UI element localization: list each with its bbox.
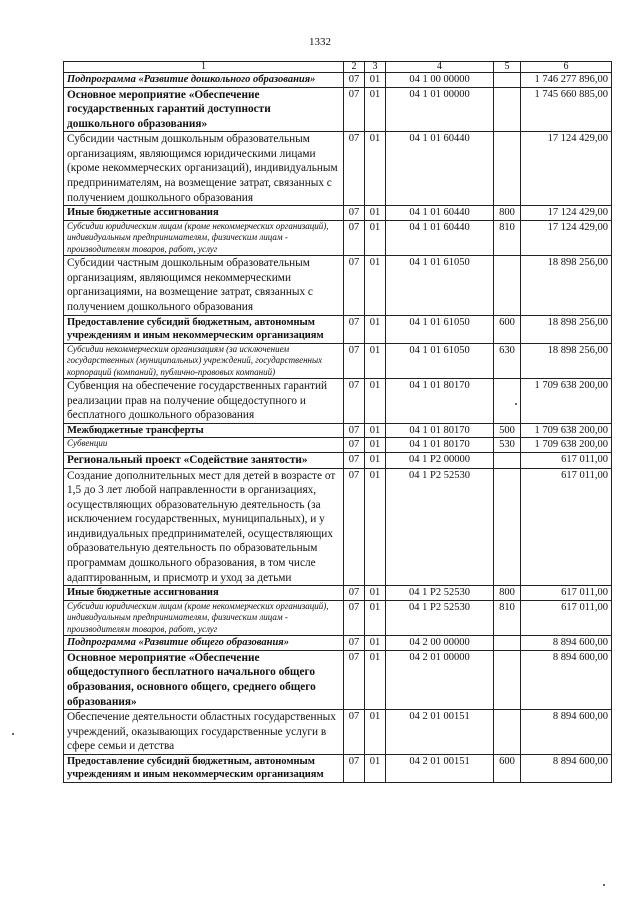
subsection-code: 01 [365, 452, 386, 468]
table-row [64, 600, 612, 636]
row-name: Субвенция на обеспечение государственных гарантий реализации прав на получение общедоступного и бесплатного дошкольного образования [64, 379, 344, 424]
expense-type-code: 600 [494, 754, 521, 782]
amount: 8 894 600,00 [521, 650, 612, 709]
subsection-code: 01 [365, 710, 386, 755]
amount: 17 124 429,00 [521, 220, 612, 256]
expense-type-code [494, 452, 521, 468]
target-article-code: 04 1 01 60440 [386, 132, 494, 206]
expense-type-code [494, 132, 521, 206]
table-header-row [64, 62, 612, 73]
row-name: Субсидии юридическим лицам (кроме некоммерческих организаций), индивидуальным предпринимателям, физическим лицам - производителям товаров, работ, услуг [64, 220, 344, 256]
target-article-code: 04 1 P2 52530 [386, 468, 494, 586]
expense-type-code: 810 [494, 600, 521, 636]
amount: 1 709 638 200,00 [521, 438, 612, 453]
row-name: Субсидии юридическим лицам (кроме некоммерческих организаций), индивидуальным предпринимателям, физическим лицам - производителям товаров, работ, услуг [64, 600, 344, 636]
target-article-code: 04 1 01 60440 [386, 206, 494, 221]
column-header: 6 [521, 62, 612, 73]
row-name: Межбюджетные трансферты [64, 423, 344, 438]
section-code: 07 [344, 220, 365, 256]
subsection-code: 01 [365, 379, 386, 424]
amount: 8 894 600,00 [521, 710, 612, 755]
row-name: Иные бюджетные ассигнования [64, 586, 344, 601]
row-name: Основное мероприятие «Обеспечение общедоступного бесплатного начального общего образования, основного общего, среднего общего образования» [64, 650, 344, 709]
scan-speck [12, 733, 14, 735]
table-row [64, 710, 612, 755]
row-name: Субсидии частным дошкольным образовательным организациям, являющимся некоммерческими организациями, на возмещение затрат, связанных с получением дошкольного образования [64, 256, 344, 315]
table-row [64, 315, 612, 343]
expense-type-code: 800 [494, 586, 521, 601]
target-article-code: 04 1 01 80170 [386, 423, 494, 438]
amount: 8 894 600,00 [521, 636, 612, 651]
amount: 617 011,00 [521, 468, 612, 586]
amount: 1 746 277 896,00 [521, 73, 612, 88]
target-article-code: 04 1 01 61050 [386, 343, 494, 379]
section-code: 07 [344, 468, 365, 586]
scan-speck [603, 884, 605, 886]
expense-type-code [494, 650, 521, 709]
subsection-code: 01 [365, 754, 386, 782]
amount: 17 124 429,00 [521, 132, 612, 206]
section-code: 07 [344, 73, 365, 88]
column-header: 1 [64, 62, 344, 73]
section-code: 07 [344, 710, 365, 755]
target-article-code: 04 2 01 00000 [386, 650, 494, 709]
amount: 8 894 600,00 [521, 754, 612, 782]
target-article-code: 04 1 00 00000 [386, 73, 494, 88]
table-row [64, 343, 612, 379]
target-article-code: 04 1 P2 52530 [386, 586, 494, 601]
section-code: 07 [344, 132, 365, 206]
table-row [64, 636, 612, 651]
expense-type-code [494, 379, 521, 424]
section-code: 07 [344, 754, 365, 782]
subsection-code: 01 [365, 438, 386, 453]
section-code: 07 [344, 438, 365, 453]
row-name: Основное мероприятие «Обеспечение государственных гарантий доступности дошкольного образования» [64, 87, 344, 132]
row-name: Создание дополнительных мест для детей в возрасте от 1,5 до 3 лет любой направленности в организациях, осуществляющих образовательную деятельность (за исключением государственных, муниципальных), и у индивидуальных предпринимателей, осуществляющих образовательную деятельность по образовательным программам дошкольного образования, в том числе адаптированным, и присмотр и уход за детьми [64, 468, 344, 586]
amount: 617 011,00 [521, 586, 612, 601]
section-code: 07 [344, 206, 365, 221]
row-name: Предоставление субсидий бюджетным, автономным учреждениям и иным некоммерческим организациям [64, 315, 344, 343]
subsection-code: 01 [365, 73, 386, 88]
amount: 1 745 660 885,00 [521, 87, 612, 132]
row-name: Обеспечение деятельности областных государственных учреждений, оказывающих государственные услуги в сфере семьи и детства [64, 710, 344, 755]
section-code: 07 [344, 452, 365, 468]
section-code: 07 [344, 650, 365, 709]
expense-type-code [494, 468, 521, 586]
row-name: Субсидии частным дошкольным образовательным организациям, являющимся юридическими лицами (кроме некоммерческих организаций), индивидуальным предпринимателям, на возмещение затрат, связанных с получением дошкольного образования [64, 132, 344, 206]
section-code: 07 [344, 315, 365, 343]
table-row [64, 650, 612, 709]
page-number: 1332 [309, 36, 331, 48]
column-header: 2 [344, 62, 365, 73]
table-row [64, 220, 612, 256]
column-header: 4 [386, 62, 494, 73]
table-row [64, 206, 612, 221]
section-code: 07 [344, 586, 365, 601]
row-name: Региональный проект «Содействие занятости» [64, 452, 344, 468]
target-article-code: 04 1 01 80170 [386, 379, 494, 424]
subsection-code: 01 [365, 315, 386, 343]
subsection-code: 01 [365, 206, 386, 221]
target-article-code: 04 2 00 00000 [386, 636, 494, 651]
row-name: Подпрограмма «Развитие общего образования» [64, 636, 344, 651]
budget-table [63, 61, 612, 783]
amount: 18 898 256,00 [521, 256, 612, 315]
row-name: Иные бюджетные ассигнования [64, 206, 344, 221]
table-row [64, 423, 612, 438]
row-name: Субвенции [64, 438, 344, 453]
scan-speck [515, 403, 517, 405]
table-row [64, 73, 612, 88]
expense-type-code: 630 [494, 343, 521, 379]
subsection-code: 01 [365, 343, 386, 379]
table-row [64, 452, 612, 468]
expense-type-code [494, 256, 521, 315]
expense-type-code: 800 [494, 206, 521, 221]
target-article-code: 04 2 01 00151 [386, 754, 494, 782]
target-article-code: 04 1 P2 52530 [386, 600, 494, 636]
target-article-code: 04 1 P2 00000 [386, 452, 494, 468]
subsection-code: 01 [365, 423, 386, 438]
expense-type-code: 600 [494, 315, 521, 343]
subsection-code: 01 [365, 636, 386, 651]
row-name: Субсидии некоммерческим организациям (за исключением государственных (муниципальных) учреждений, государственных корпораций (компаний), публично-правовых компаний) [64, 343, 344, 379]
amount: 1 709 638 200,00 [521, 379, 612, 424]
section-code: 07 [344, 256, 365, 315]
amount: 18 898 256,00 [521, 343, 612, 379]
column-header: 3 [365, 62, 386, 73]
section-code: 07 [344, 600, 365, 636]
table-row [64, 586, 612, 601]
target-article-code: 04 2 01 00151 [386, 710, 494, 755]
target-article-code: 04 1 01 60440 [386, 220, 494, 256]
subsection-code: 01 [365, 468, 386, 586]
table-row [64, 256, 612, 315]
expense-type-code: 810 [494, 220, 521, 256]
section-code: 07 [344, 423, 365, 438]
section-code: 07 [344, 87, 365, 132]
target-article-code: 04 1 01 61050 [386, 256, 494, 315]
subsection-code: 01 [365, 220, 386, 256]
table-row [64, 438, 612, 453]
table-row [64, 379, 612, 424]
expense-type-code [494, 710, 521, 755]
amount: 1 709 638 200,00 [521, 423, 612, 438]
subsection-code: 01 [365, 600, 386, 636]
row-name: Предоставление субсидий бюджетным, автономным учреждениям и иным некоммерческим организациям [64, 754, 344, 782]
table-row [64, 754, 612, 782]
section-code: 07 [344, 379, 365, 424]
expense-type-code [494, 636, 521, 651]
subsection-code: 01 [365, 87, 386, 132]
expense-type-code: 530 [494, 438, 521, 453]
subsection-code: 01 [365, 256, 386, 315]
subsection-code: 01 [365, 132, 386, 206]
target-article-code: 04 1 01 61050 [386, 315, 494, 343]
table-row [64, 132, 612, 206]
column-header: 5 [494, 62, 521, 73]
section-code: 07 [344, 636, 365, 651]
amount: 617 011,00 [521, 600, 612, 636]
subsection-code: 01 [365, 586, 386, 601]
table-row [64, 468, 612, 586]
amount: 617 011,00 [521, 452, 612, 468]
target-article-code: 04 1 01 00000 [386, 87, 494, 132]
amount: 18 898 256,00 [521, 315, 612, 343]
table-row [64, 87, 612, 132]
amount: 17 124 429,00 [521, 206, 612, 221]
target-article-code: 04 1 01 80170 [386, 438, 494, 453]
expense-type-code [494, 73, 521, 88]
section-code: 07 [344, 343, 365, 379]
expense-type-code [494, 87, 521, 132]
expense-type-code: 500 [494, 423, 521, 438]
row-name: Подпрограмма «Развитие дошкольного образования» [64, 73, 344, 88]
subsection-code: 01 [365, 650, 386, 709]
